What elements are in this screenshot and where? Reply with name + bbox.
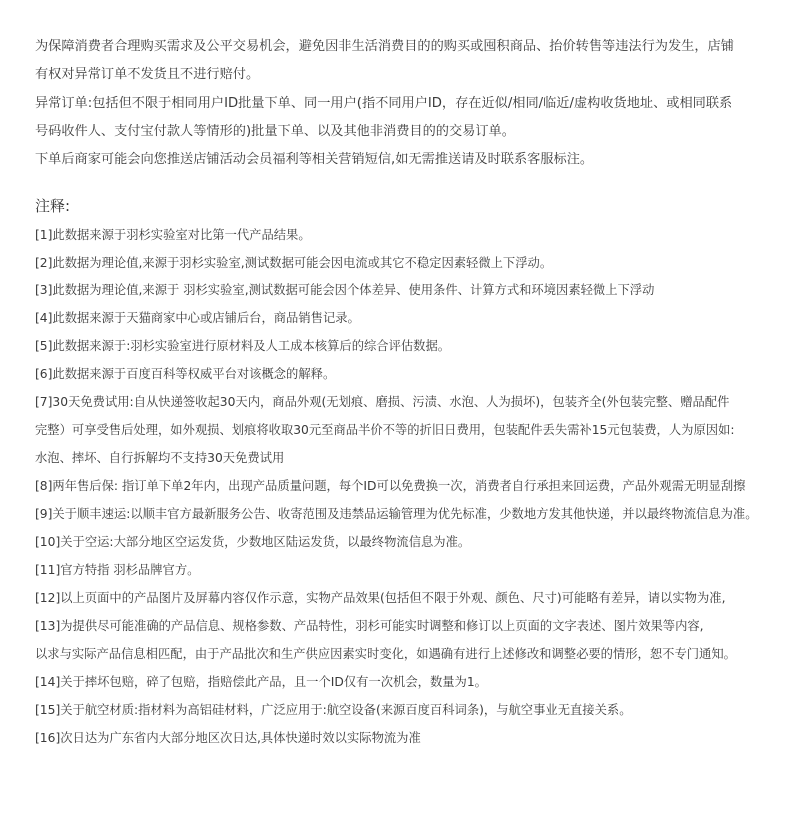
notice-line-2: 有权对异常订单不发货且不进行赔付。 [35,67,260,82]
note-line-6: [6]此数据来源于百度百科等权威平台对该概念的解释。 [35,367,336,381]
note-line-14: [14]关于摔坏包赔，碎了包赔，指赔偿此产品，且一个ID仅有一次机会，数量为1。 [35,675,487,689]
note-line-7-cont-2: 水泡、摔坏、自行拆解均不支持30天免费试用 [35,451,285,465]
note-line-11: [11]官方特指 羽杉品牌官方。 [35,563,200,577]
notes-title: 注释: [35,197,71,215]
note-line-13-cont: 以求与实际产品信息相匹配，由于产品批次和生产供应因素实时变化，如遇确有进行上述修改和调整必要的情形，恕不专门通知。 [35,647,736,661]
note-line-5: [5]此数据来源于:羽杉实验室进行原材料及人工成本核算后的综合评估数据。 [35,339,451,353]
note-line-15: [15]关于航空材质:指材料为高铝硅材料，广泛应用于:航空设备(来源百度百科词条)，与航空事业无直接关系。 [35,703,632,717]
note-line-1: [1]此数据来源于羽杉实验室对比第一代产品结果。 [35,228,311,242]
note-line-2: [2]此数据为理论值,来源于羽杉实验室,测试数据可能会因电流或其它不稳定因素轻微上下浮动。 [35,256,553,270]
note-line-9: [9]关于顺丰速运:以顺丰官方最新服务公告、收寄范围及违禁品运输管理为优先标准，少数地方发其他快递，并以最终物流信息为准。 [35,507,758,521]
note-line-13: [13]为提供尽可能准确的产品信息、规格参数、产品特性，羽杉可能实时调整和修订以上页面的文字表述、图片效果等内容, [35,619,704,633]
note-line-16: [16]次日达为广东省内大部分地区次日达,具体快递时效以实际物流为准 [35,731,421,745]
note-line-4: [4]此数据来源于天猫商家中心或店铺后台，商品销售记录。 [35,311,360,325]
note-line-7: [7]30天免费试用:自从快递签收起30天内，商品外观(无划痕、磨损、污渍、水泡、人为损坏)，包装齐全(外包装完整、赠品配件 [35,395,730,409]
notice-line-4: 号码收件人、支付宝付款人等情形的)批量下单、以及其他非消费目的的交易订单。 [35,124,515,139]
note-line-3: [3]此数据为理论值,来源于 羽杉实验室,测试数据可能会因个体差异、使用条件、计算方式和环境因素轻微上下浮动 [35,283,655,297]
notice-line-5: 下单后商家可能会向您推送店铺活动会员福利等相关营销短信,如无需推送请及时联系客服标注。 [35,152,594,167]
notice-line-3: 异常订单:包括但不限于相同用户ID批量下单、同一用户(指不同用户ID，存在近似/相同/临近/虚构收货地址、或相同联系 [35,96,733,111]
notice-line-1: 为保障消费者合理购买需求及公平交易机会，避免因非生活消费目的的购买或囤积商品、抬价转售等违法行为发生，店铺 [35,39,734,54]
note-line-10: [10]关于空运:大部分地区空运发货，少数地区陆运发货，以最终物流信息为准。 [35,535,471,549]
note-line-12: [12]以上页面中的产品图片及屏幕内容仅作示意，实物产品效果(包括但不限于外观、颜色、尺寸)可能略有差异，请以实物为准, [35,591,726,605]
note-line-8: [8]两年售后保: 指订单下单2年内，出现产品质量问题，每个ID可以免费换一次，消费者自行承担来回运费，产品外观需无明显刮擦 [35,479,746,493]
note-line-7-cont-1: 完整）可享受售后处理，如外观损、划痕将收取30元至商品半价不等的折旧日费用，包装配件丢失需补15元包装费，人为原因如: [35,423,735,437]
